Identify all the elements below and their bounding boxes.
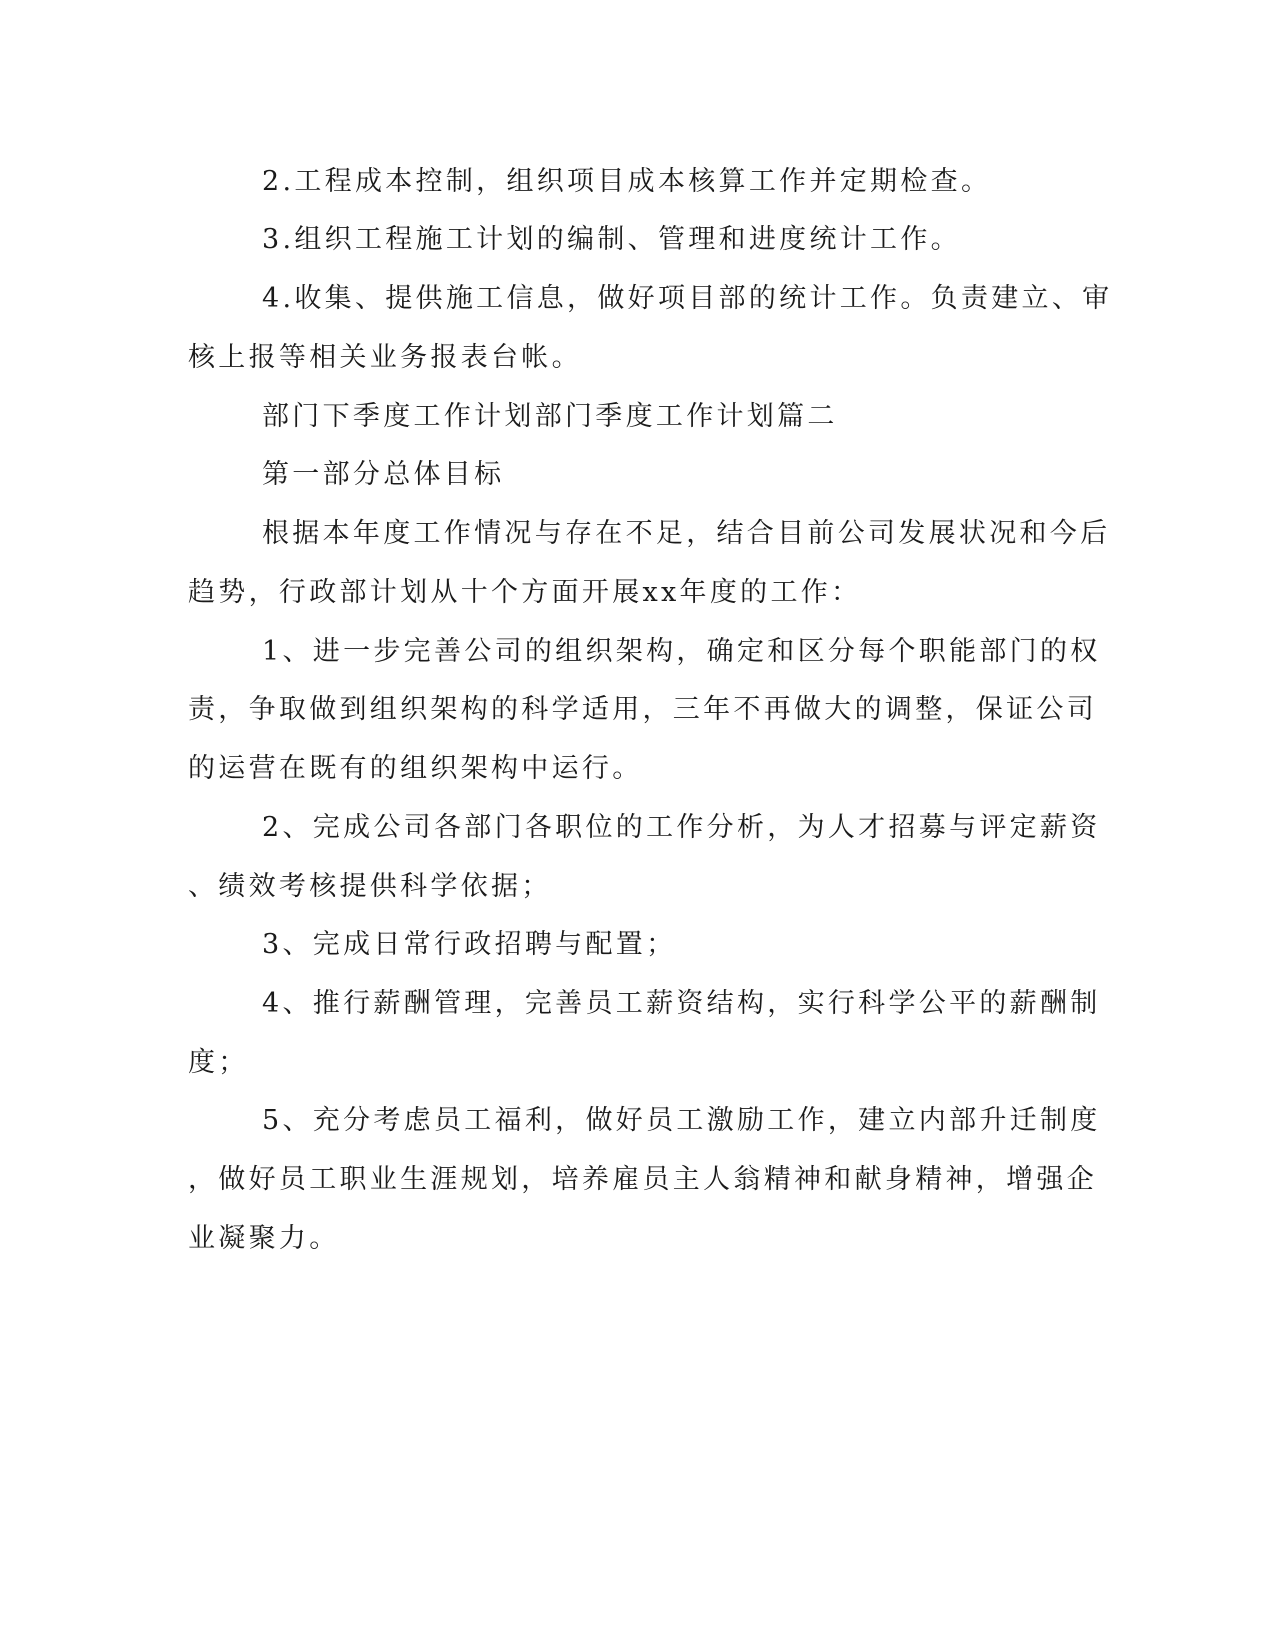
- text-line-item-5-cont2: 业凝聚力。: [188, 1223, 340, 1254]
- subsection-heading: 第一部分总体目标: [262, 459, 505, 490]
- text-line-item-1-cont: 责，争取做到组织架构的科学适用，三年不再做大的调整，保证公司: [188, 694, 1097, 725]
- text-line-intro: 根据本年度工作情况与存在不足，结合目前公司发展状况和今后: [262, 518, 1111, 549]
- text-line-intro-cont: 趋势，行政部计划从十个方面开展xx年度的工作：: [188, 577, 862, 608]
- section-heading: 部门下季度工作计划部门季度工作计划篇二: [262, 401, 838, 432]
- text-line-item-4: 4、推行薪酬管理，完善员工薪资结构，实行科学公平的薪酬制: [262, 988, 1101, 1019]
- text-line-item-1-cont2: 的运营在既有的组织架构中运行。: [188, 753, 643, 784]
- text-line-item-5-cont: ，做好员工职业生涯规划，培养雇员主人翁精神和献身精神，增强企: [188, 1164, 1097, 1195]
- text-line-item-5: 5、充分考虑员工福利，做好员工激励工作，建立内部升迁制度: [262, 1105, 1101, 1136]
- text-line-item-4-cont: 度；: [188, 1047, 249, 1078]
- text-line-item-1: 1、进一步完善公司的组织架构，确定和区分每个职能部门的权: [262, 636, 1101, 667]
- text-line-item-2: 2、完成公司各部门各职位的工作分析，为人才招募与评定薪资: [262, 812, 1101, 843]
- text-line-item-3: 3、完成日常行政招聘与配置；: [262, 929, 677, 960]
- text-line-construction-plan: 3.组织工程施工计划的编制、管理和进度统计工作。: [262, 224, 961, 255]
- text-line-cost-control: 2.工程成本控制，组织项目成本核算工作并定期检查。: [262, 166, 992, 197]
- text-line-collect-info: 4.收集、提供施工信息，做好项目部的统计工作。负责建立、审: [262, 283, 1113, 314]
- text-line-item-2-cont: 、绩效考核提供科学依据；: [188, 871, 552, 902]
- text-line-collect-info-cont: 核上报等相关业务报表台帐。: [188, 342, 582, 373]
